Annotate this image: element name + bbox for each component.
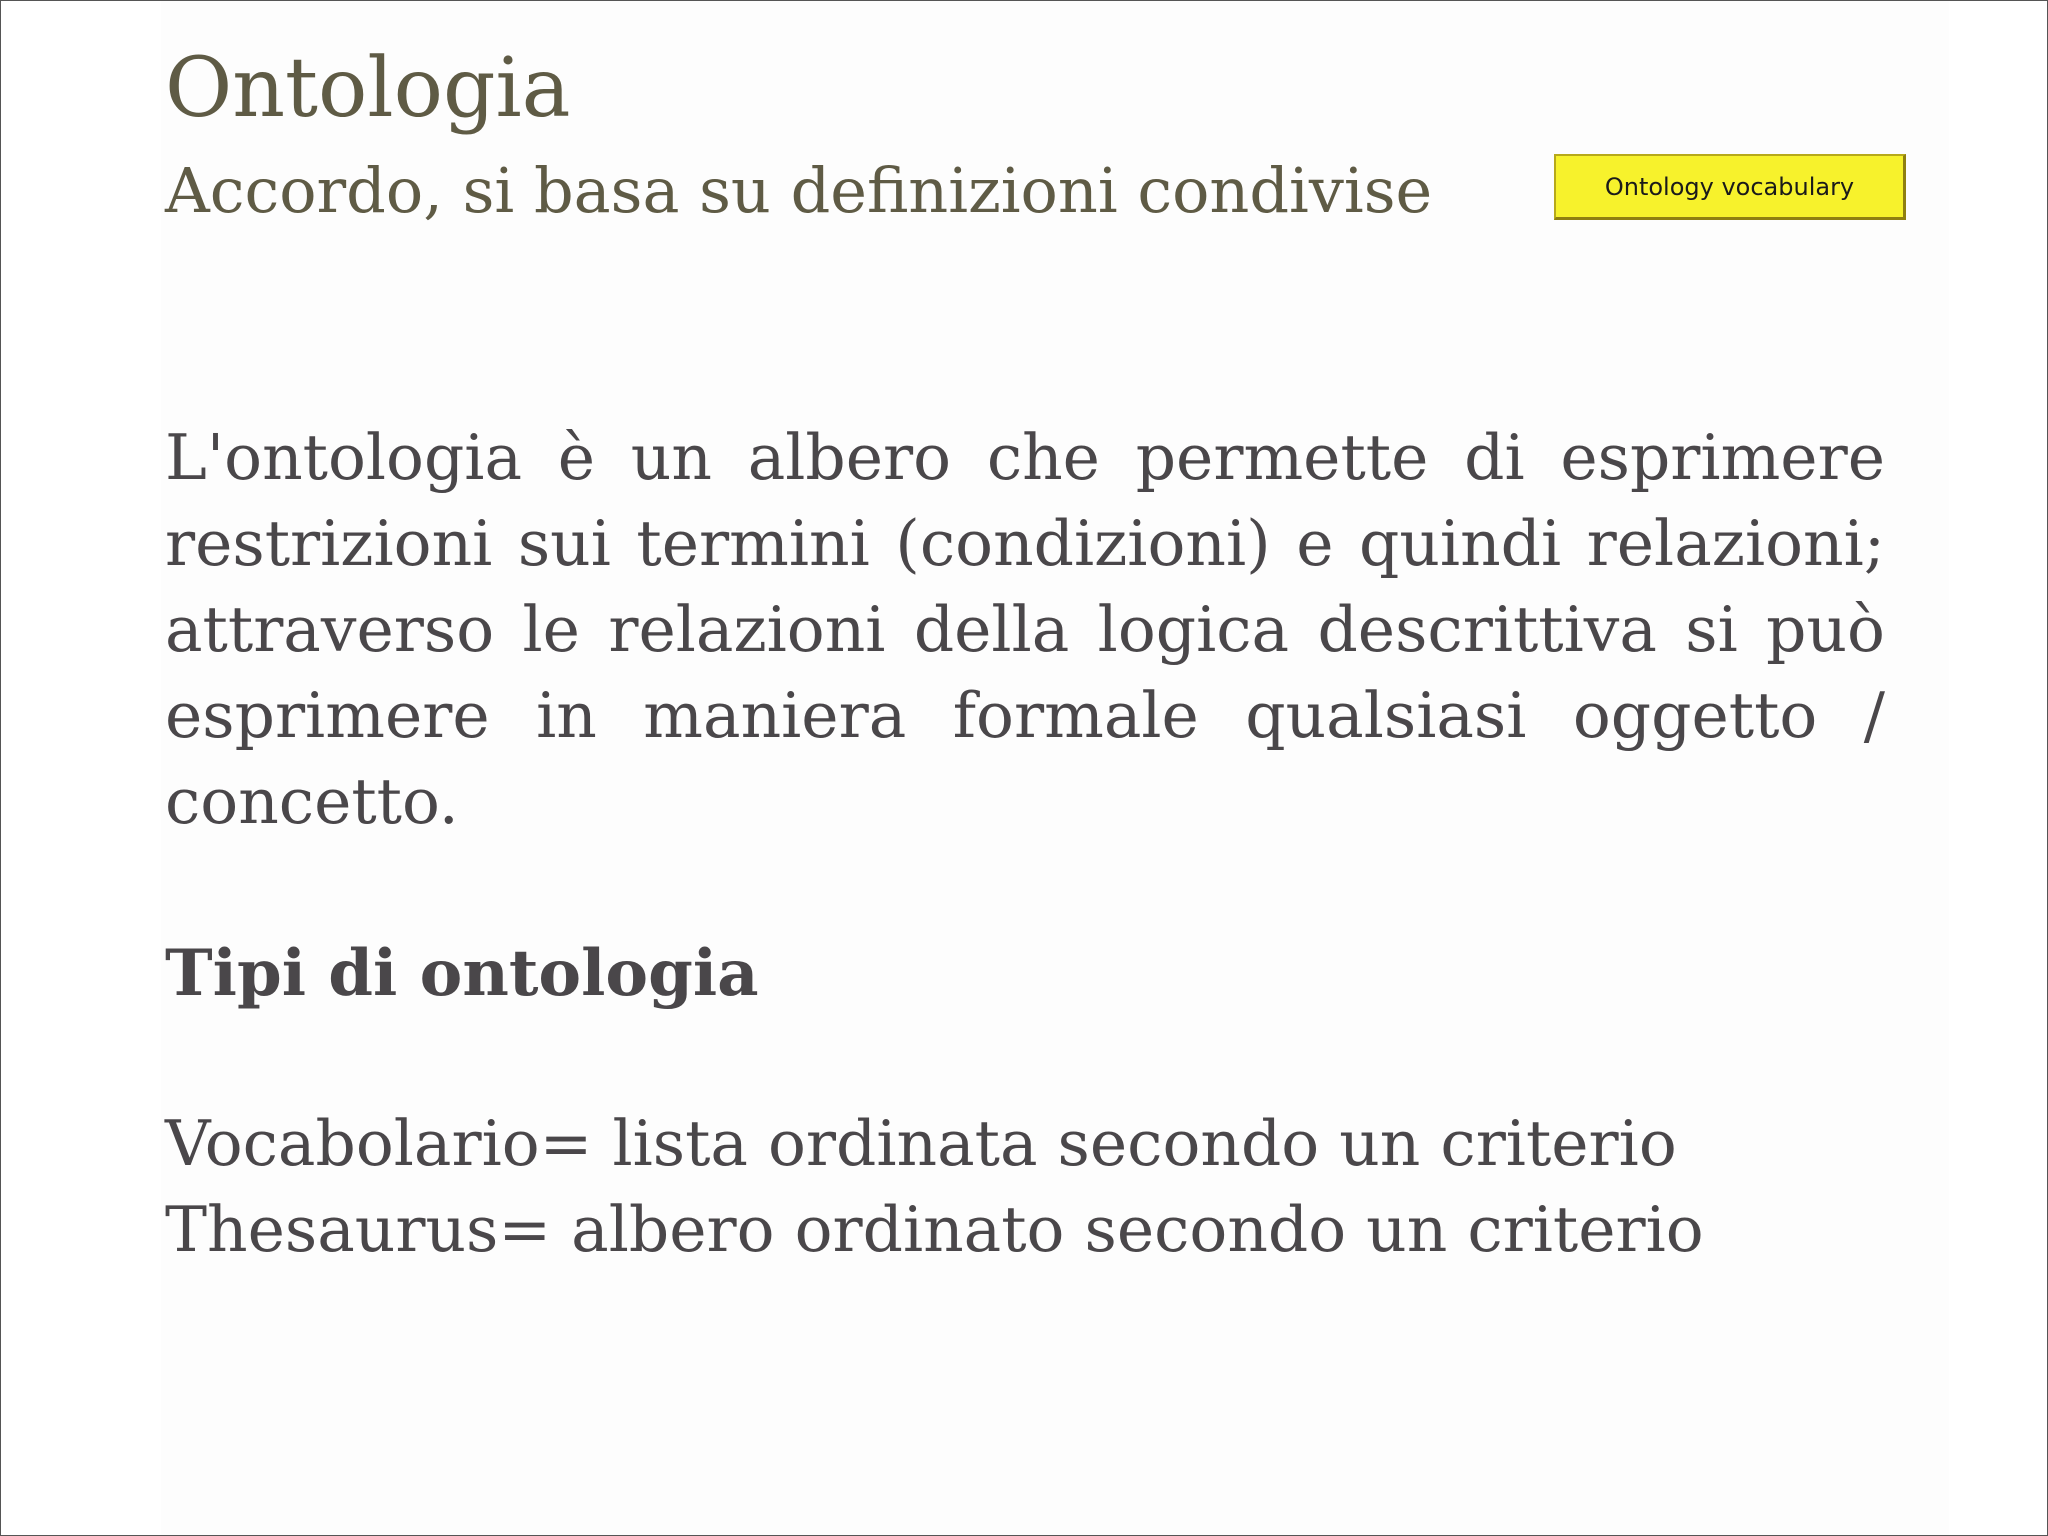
slide-title: Ontologia bbox=[165, 41, 571, 136]
body-paragraph: L'ontologia è un albero che permette di esprimere restrizioni sui termini (condizioni) e quindi relazioni; attraverso le relazioni della logica descrittiva si può esprimere in maniera formale qualsiasi oggetto / concetto. bbox=[165, 421, 1885, 838]
ontology-vocabulary-badge: Ontology vocabulary bbox=[1554, 154, 1906, 220]
definition-item-vocabolario: Vocabolario= lista ordinata secondo un criterio bbox=[165, 1107, 1677, 1180]
definition-list bbox=[165, 1101, 1704, 1273]
definition-item-thesaurus: Thesaurus= albero ordinato secondo un criterio bbox=[165, 1193, 1704, 1266]
slide-subtitle: Accordo, si basa su definizioni condivise bbox=[165, 154, 1433, 227]
section-heading: Tipi di ontologia bbox=[165, 936, 759, 1011]
